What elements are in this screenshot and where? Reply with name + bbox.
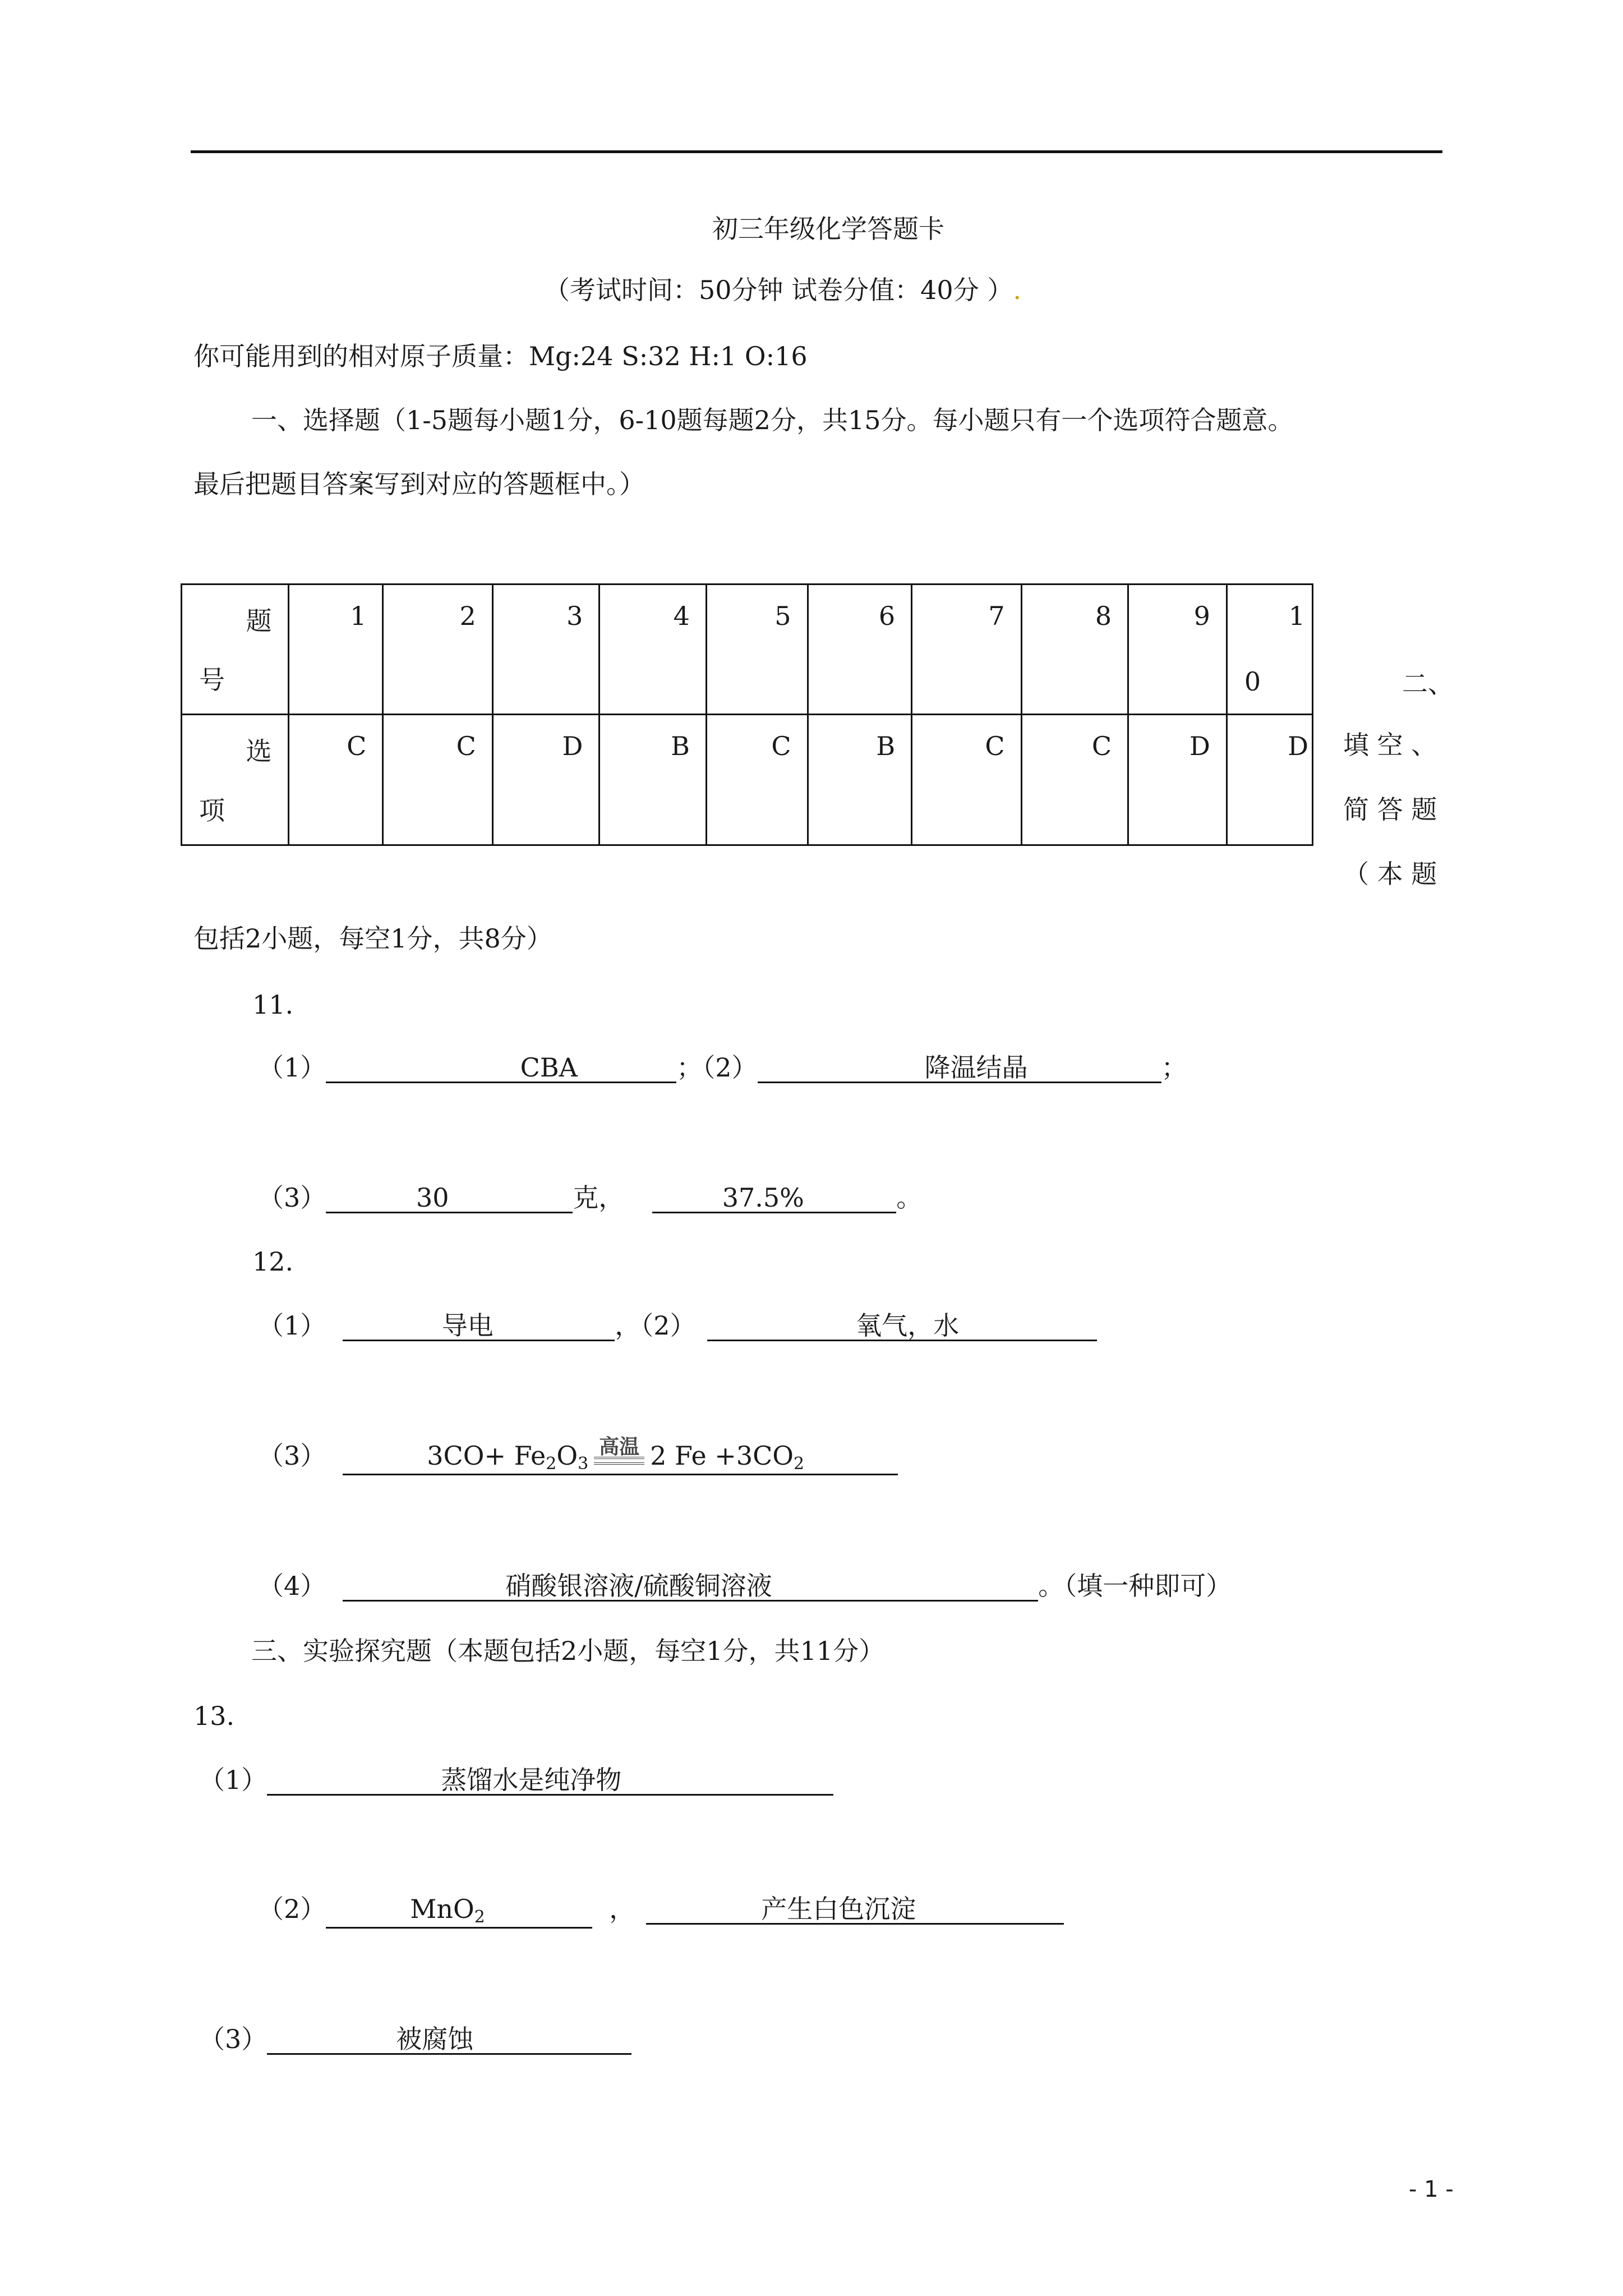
exam-info-text: （考试时间：50分钟 试卷分值：40分 ） — [544, 275, 1013, 305]
q11-answer2: 降温结晶 — [758, 1055, 1161, 1083]
q11-answer3b: 37.5% — [652, 1185, 896, 1213]
table-cell-answer: D — [1227, 715, 1312, 845]
exam-info — [544, 277, 1021, 303]
q12-number: 12. — [252, 1246, 294, 1277]
top-rule — [191, 150, 1442, 153]
table-cell-answer: C — [383, 715, 492, 845]
table-cell-number: 6 — [808, 585, 912, 715]
q11-answer1: CBA — [326, 1055, 676, 1083]
q11-p3-end: 。 — [896, 1182, 923, 1213]
q13-part1-label: （1） — [199, 1765, 268, 1795]
label-hao: 号 — [199, 665, 225, 695]
table-cell-answer: B — [600, 715, 707, 845]
q12-line1 — [258, 1310, 1097, 1341]
table-cell-answer: C — [912, 715, 1021, 845]
page-title: 初三年级化学答题卡 — [712, 214, 944, 244]
q11-separator: ；（2） — [676, 1052, 758, 1083]
table-cell-number: 7 — [912, 585, 1021, 715]
q13-part2-label: （2） — [258, 1894, 326, 1924]
q13-line3 — [199, 2026, 631, 2055]
q12-separator: ，（2） — [615, 1310, 696, 1341]
reaction-condition-high-temp: 高温 — [594, 1456, 644, 1465]
section2-heading-part1: 二、 — [1402, 669, 1454, 699]
section2-heading-cont: 包括2小题，每空1分，共8分） — [193, 923, 552, 954]
table-cell-answer: C — [1021, 715, 1128, 845]
q13-answer2b: 产生白色沉淀 — [646, 1896, 1064, 1925]
table-cell-answer: D — [492, 715, 600, 845]
q11-end: ； — [1161, 1052, 1187, 1083]
q11-answer3a: 30 — [326, 1185, 573, 1213]
q12-answer4: 硝酸银溶液/硫酸铜溶液 — [343, 1573, 1038, 1602]
table-cell-number: 4 — [600, 585, 707, 715]
section3-heading: 三、实验探究题（本题包括2小题，每空1分，共11分） — [251, 1636, 885, 1666]
page-number: - 1 - — [1409, 2177, 1454, 2202]
q11-unit: 克， — [573, 1182, 625, 1213]
q13-answer3: 被腐蚀 — [267, 2026, 631, 2055]
section2-heading-part2: 填 空 、 — [1343, 730, 1437, 760]
equation-right: 2 $Fe +3CO_2$ — [650, 1441, 805, 1474]
q13-line1 — [199, 1767, 833, 1796]
table-header-cell-number — [182, 585, 289, 715]
section1-heading: 一、选择题（1-5题每小题1分，6-10题每题2分，共15分。每小题只有一个选项符合题意。 — [251, 405, 1294, 435]
q12-equation — [343, 1435, 898, 1475]
q11-part1-label: （1） — [258, 1052, 326, 1083]
table-cell-answer: B — [808, 715, 912, 845]
exam-info-dot: . — [1013, 275, 1021, 305]
table-cell-number-10: 1 0 — [1227, 585, 1312, 715]
section2-heading-part3: 简 答 题 — [1343, 794, 1437, 825]
atomic-mass-line: 你可能用到的相对原子质量：Mg:24 S:32 H:1 O:16 — [193, 341, 808, 371]
q13-answer2a: MnO$_2$ — [326, 1896, 592, 1929]
label-ti: 题 — [246, 606, 272, 636]
table-cell-number: 9 — [1128, 585, 1227, 715]
q13-separator: ， — [609, 1894, 635, 1924]
table-cell-answer: C — [288, 715, 383, 845]
q12-line4 — [258, 1573, 1232, 1602]
q11-number: 11. — [252, 990, 294, 1020]
q11-line2 — [258, 1182, 923, 1213]
equation-left: $3CO+ Fe_2O_3$ — [427, 1441, 589, 1474]
label-xiang: 项 — [199, 795, 225, 826]
table-cell-number: 2 — [383, 585, 492, 715]
q12-answer1: 导电 — [343, 1313, 615, 1341]
table-cell-answer: C — [706, 715, 808, 845]
table-cell-number: 1 — [288, 585, 383, 715]
table-header-cell-option — [182, 715, 289, 845]
q13-answer1: 蒸馏水是纯净物 — [267, 1767, 833, 1796]
q12-line3 — [258, 1435, 898, 1475]
table-cell-answer: D — [1128, 715, 1227, 845]
table-row-numbers — [182, 585, 1313, 715]
label-xuan: 选 — [246, 736, 272, 766]
q12-part1-label: （1） — [258, 1310, 326, 1341]
section2-heading-part4: （ 本 题 — [1343, 859, 1437, 889]
q12-note: 。（填一种即可） — [1038, 1571, 1232, 1601]
section1-heading-cont: 最后把题目答案写到对应的答题框中。） — [193, 469, 645, 499]
q13-line2 — [258, 1896, 1064, 1929]
q13-number: 13. — [193, 1701, 235, 1731]
q13-part3-label: （3） — [199, 2024, 268, 2054]
q11-part3-label: （3） — [258, 1182, 326, 1213]
table-cell-number: 3 — [492, 585, 600, 715]
answer-table — [181, 583, 1313, 846]
table-row-answers — [182, 715, 1313, 845]
table-cell-number: 5 — [706, 585, 808, 715]
q11-line1 — [258, 1052, 1187, 1083]
q12-part3-label: （3） — [258, 1441, 326, 1471]
q12-answer2: 氧气，水 — [707, 1313, 1097, 1341]
q12-part4-label: （4） — [258, 1571, 326, 1601]
table-cell-number: 8 — [1021, 585, 1128, 715]
